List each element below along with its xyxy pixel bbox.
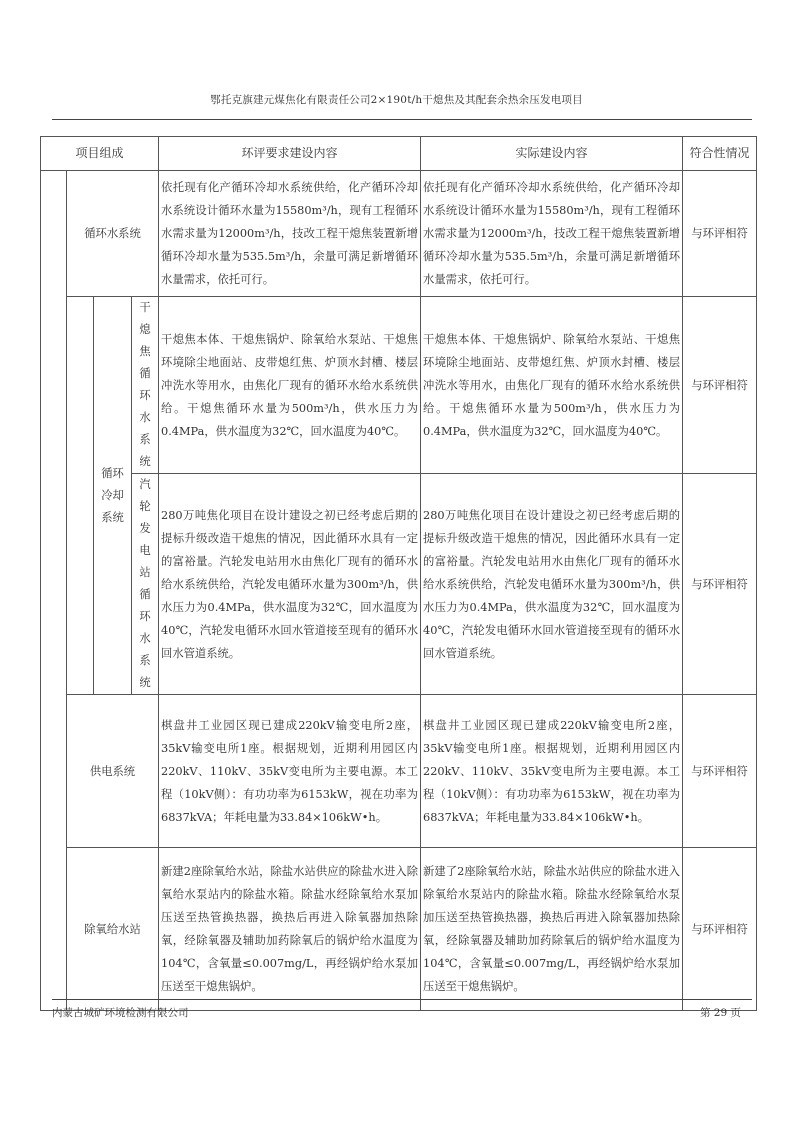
row-name: 干熄焦循环水系统 [132,297,159,474]
sub-blank-cell [67,297,94,695]
row-name: 供电系统 [67,695,159,848]
table-row [41,297,757,474]
table-header-row [41,137,757,171]
row-name: 除氧给水站 [67,848,159,1011]
actual-text: 新建了2座除氧给水站，除盐水站供应的除盐水进入除氧给水泵站内的除盐水箱。除盐水经除氧给水泵加压送至热管换热器，换热后再进入除氧器加热除氧，经除氧器及辅助加药除氧后的锅炉给水温度为104℃，含氧量≤0.007mg/L，再经锅炉给水泵加压送至干熄焦锅炉。 [421,848,683,1011]
row-name: 汽轮发电站循环水系统 [132,474,159,695]
compliance-table [40,136,757,1011]
requirement-text: 依托现有化产循环冷却水系统供给，化产循环冷却水系统设计循环水量为15580m³/h，现有工程循环水需求量为12000m³/h，技改工程干熄焦装置新增循环冷却水量为535.5m³/h，余量可满足新增循环水量需求，依托可行。 [159,171,421,297]
footer-rule [52,999,752,1000]
page-header: 鄂托克旗建元煤焦化有限责任公司2×190t/h干熄焦及其配套余热余压发电项目 [210,94,583,106]
status-text: 与环评相符 [683,297,757,474]
actual-text: 干熄焦本体、干熄焦锅炉、除氧给水泵站、干熄焦环境除尘地面站、皮带熄红焦、炉顶水封槽、楼层冲洗水等用水，由焦化厂现有的循环水给水系统供给。干熄焦循环水量为500m³/h，供水压力为0.4MPa，供水温度为32℃，回水温度为40℃。 [421,297,683,474]
actual-text: 棋盘井工业园区现已建成220kV输变电所2座，35kV输变电所1座。根据规划，近期利用园区内220kV、110kV、35kV变电所为主要电源。本工程（10kV侧）：有功功率为6153kW，视在功率为6837kVA；年耗电量为33.84×106kW•h。 [421,695,683,848]
left-blank-cell [41,171,67,1011]
actual-text: 280万吨焦化项目在设计建设之初已经考虑后期的提标升级改造干熄焦的情况，因此循环水具有一定的富裕量。汽轮发电站用水由焦化厂现有的循环水给水系统供给，汽轮发电循环水量为300m³/h，供水压力为0.4MPa，供水温度为32℃，回水温度为40℃，汽轮发电循环水回水管道接至现有的循环水回水管道系统。 [421,474,683,695]
header-rule [52,119,752,120]
table-row [41,848,757,1011]
footer-page-number: 第 29 页 [699,1007,741,1019]
table-row [41,474,757,695]
header-project: 项目组成 [41,137,159,171]
requirement-text: 棋盘井工业园区现已建成220kV输变电所2座，35kV输变电所1座。根据规划，近期利用园区内220kV、110kV、35kV变电所为主要电源。本工程（10kV侧）：有功功率为6153kW，视在功率为6837kVA；年耗电量为33.84×106kW•h。 [159,695,421,848]
table-row [41,171,757,297]
status-text: 与环评相符 [683,171,757,297]
header-requirement: 环评要求建设内容 [159,137,421,171]
requirement-text: 干熄焦本体、干熄焦锅炉、除氧给水泵站、干熄焦环境除尘地面站、皮带熄红焦、炉顶水封槽、楼层冲洗水等用水，由焦化厂现有的循环水给水系统供给。干熄焦循环水量为500m³/h，供水压力为0.4MPa，供水温度为32℃，回水温度为40℃。 [159,297,421,474]
actual-text: 依托现有化产循环冷却水系统供给，化产循环冷却水系统设计循环水量为15580m³/h，现有工程循环水需求量为12000m³/h，技改工程干熄焦装置新增循环冷却水量为535.5m³/h，余量可满足新增循环水量需求，依托可行。 [421,171,683,297]
header-status: 符合性情况 [683,137,757,171]
table-row [41,695,757,848]
group-label: 循环冷却系统 [94,297,132,695]
header-actual: 实际建设内容 [421,137,683,171]
status-text: 与环评相符 [683,474,757,695]
requirement-text: 280万吨焦化项目在设计建设之初已经考虑后期的提标升级改造干熄焦的情况，因此循环水具有一定的富裕量。汽轮发电站用水由焦化厂现有的循环水给水系统供给，汽轮发电循环水量为300m³/h，供水压力为0.4MPa，供水温度为32℃，回水温度为40℃，汽轮发电循环水回水管道接至现有的循环水回水管道系统。 [159,474,421,695]
row-name: 循环水系统 [67,171,159,297]
status-text: 与环评相符 [683,695,757,848]
requirement-text: 新建2座除氧给水站，除盐水站供应的除盐水进入除氧给水泵站内的除盐水箱。除盐水经除氧给水泵加压送至热管换热器，换热后再进入除氧器加热除氧，经除氧器及辅助加药除氧后的锅炉给水温度为104℃，含氧量≤0.007mg/L，再经锅炉给水泵加压送至干熄焦锅炉。 [159,848,421,1011]
footer-company: 内蒙古城矿环境检测有限公司 [52,1007,189,1019]
status-text: 与环评相符 [683,848,757,1011]
